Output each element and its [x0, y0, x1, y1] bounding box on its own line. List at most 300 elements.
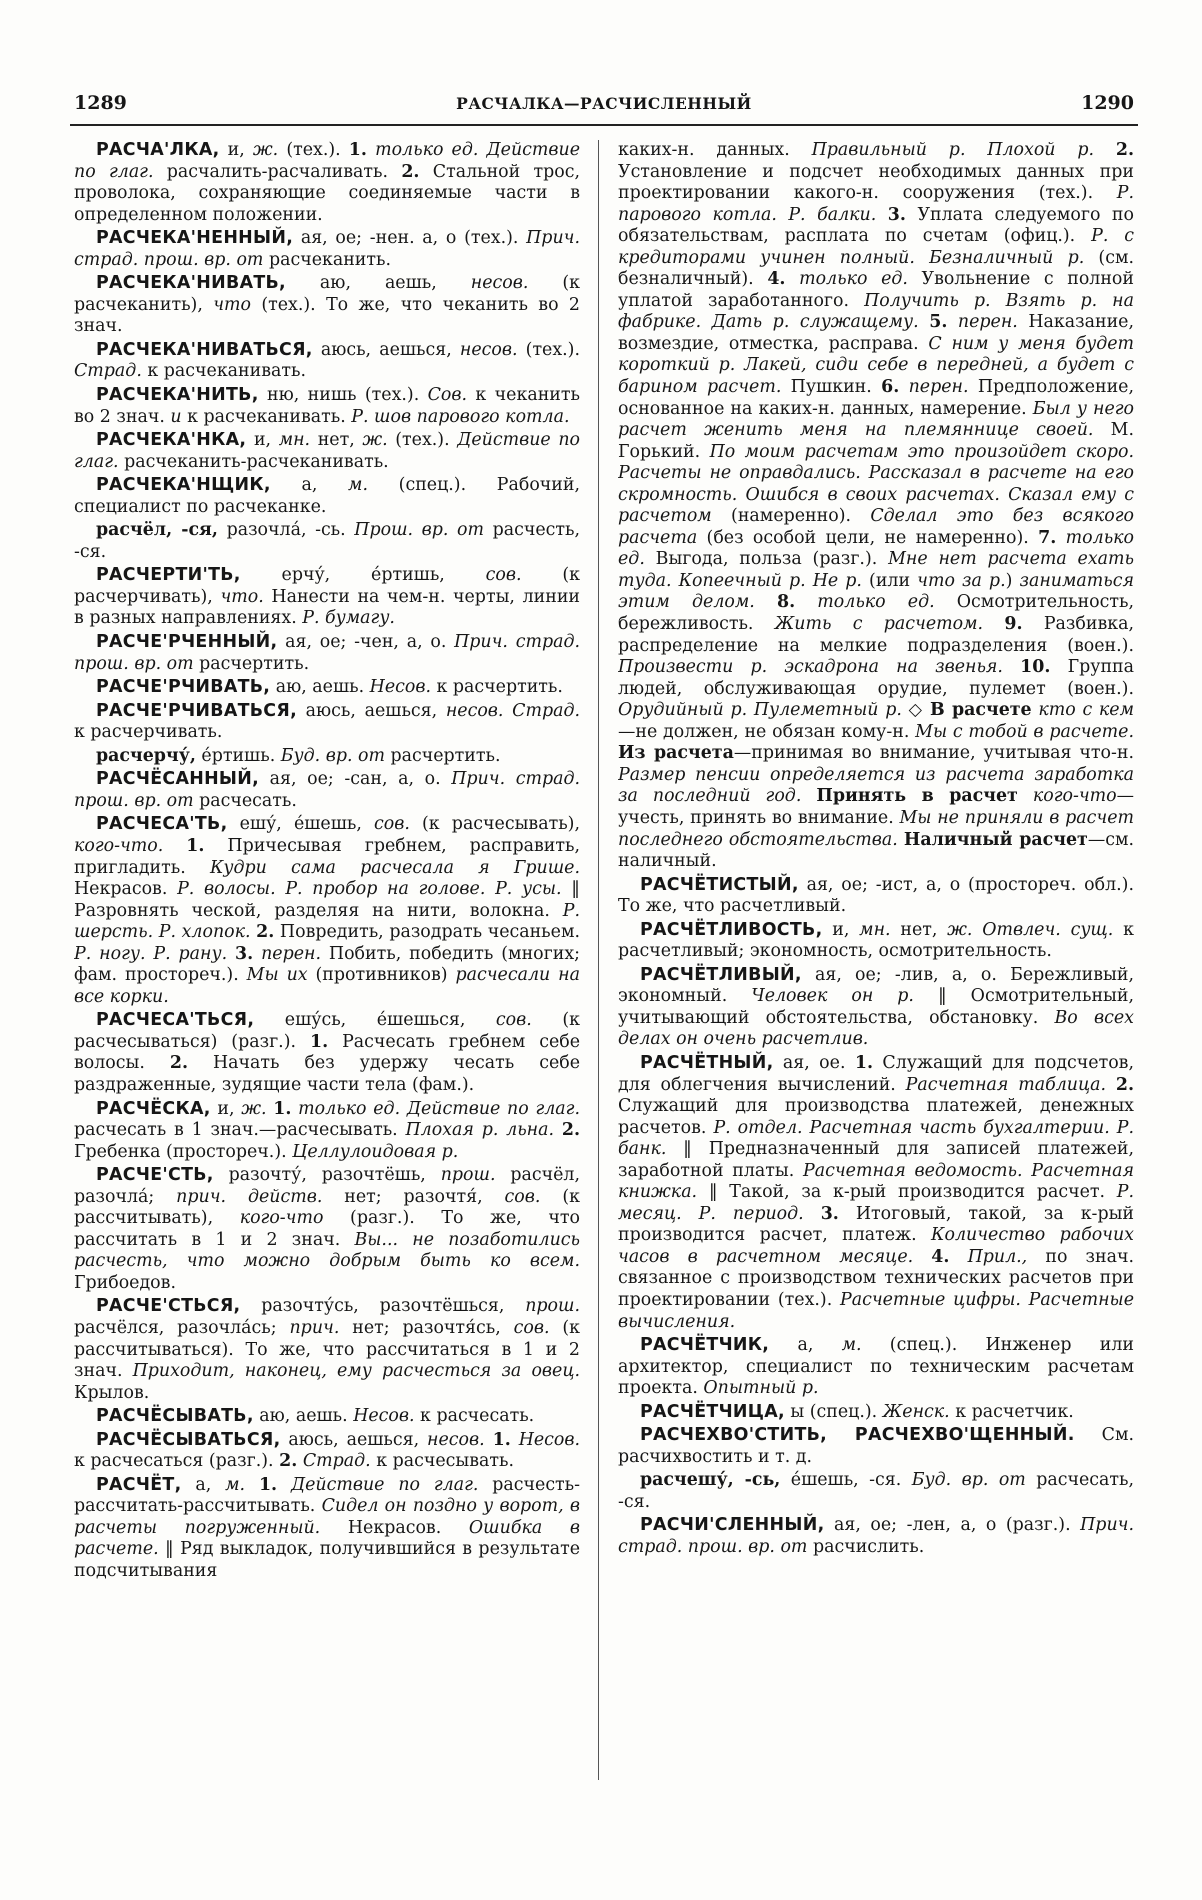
entry-text: (к рассчитываться). То же, что рассчитаться в 1 и 2 знач.: [74, 1317, 580, 1382]
bold-text: 1.: [309, 1031, 329, 1052]
italic-text: м.: [225, 1474, 246, 1495]
entry-text: ‖ Такой, за к-рый производится расчет.: [697, 1182, 1117, 1203]
bold-text: 1.: [492, 1429, 511, 1450]
entry-text: [804, 1204, 821, 1224]
italic-text: Произвести р. эскадрона на звенья.: [618, 657, 1003, 678]
italic-text: мн.: [278, 430, 311, 451]
entry-text: и,: [219, 140, 253, 160]
entry-text: ◇: [901, 700, 930, 721]
entry-text: расчесть-рассчитать-рассчитывать.: [74, 1474, 580, 1517]
dictionary-entry: [74, 1099, 580, 1164]
entry-text: Увольнение с полной уплатой заработанного.: [618, 269, 1134, 311]
italic-text: и: [170, 406, 182, 427]
italic-text: Р. бумагу.: [302, 608, 395, 629]
bold-text: 1.: [186, 835, 205, 856]
dictionary-entry: [74, 430, 580, 473]
bold-text: 1.: [258, 1474, 278, 1495]
entry-headword: РАСЧЁТ,: [96, 1474, 182, 1495]
entry-text: [1106, 1075, 1116, 1095]
page-header: [74, 92, 1134, 118]
italic-text: перен.: [957, 312, 1018, 333]
italic-text: Буд. вр. от: [911, 1470, 1026, 1491]
entry-text: —см. наличный.: [618, 829, 1134, 872]
dictionary-entry: [618, 1470, 1134, 1513]
italic-text: Р. шов парового котла.: [351, 406, 570, 427]
entry-text: (к расчеканить),: [74, 273, 580, 315]
italic-text: несов.: [470, 273, 529, 294]
italic-text: Р. месяц. Р. период.: [618, 1182, 1134, 1224]
entry-headword: РАСЧА'ЛКА,: [96, 140, 220, 160]
dictionary-entry: [618, 965, 1134, 1051]
entry-text: [801, 786, 816, 806]
entry-text: Повредить, разодрать чесаньем.: [274, 922, 580, 943]
dictionary-entry: [618, 1053, 1134, 1333]
entry-headword: РАСЧЁТИСТЫЙ,: [640, 874, 799, 895]
italic-text: Плохая р. льна.: [405, 1120, 555, 1141]
entry-text: к расчеканивать.: [181, 406, 352, 427]
dictionary-entry: [74, 632, 580, 675]
italic-text: кого-что: [239, 1208, 324, 1229]
italic-text: сов.: [485, 565, 522, 586]
entry-text: ая, ое; -лен, а, о (разг.).: [824, 1515, 1081, 1536]
entry-text: См. расчихвостить и т. д.: [618, 1425, 1134, 1467]
italic-text: Сделал это без всякого расчета: [618, 506, 1134, 548]
italic-text: только ед. Действие по глаг.: [298, 1098, 580, 1119]
dictionary-entry: [74, 814, 580, 1008]
entry-text: расчеканить-расчеканивать.: [118, 451, 389, 472]
entry-text: [755, 592, 777, 612]
italic-text: Был у него расчет женить меня на племяннице своей.: [618, 398, 1134, 441]
entry-text: нет; разочтя́,: [322, 1186, 505, 1207]
italic-text: кого-что: [1032, 786, 1117, 807]
entry-text: [245, 1475, 259, 1495]
entry-text: Выгода, польза (разг.).: [644, 549, 889, 570]
entry-text: (разг.). То же, что рассчитать в 1 и 2 знач.: [74, 1208, 580, 1250]
bold-text: 2.: [1115, 140, 1134, 160]
entry-text: —учесть, принять во внимание.: [618, 786, 1134, 828]
italic-text: Правильный р. Плохой р.: [811, 140, 1094, 160]
italic-text: расчесали на все корки.: [74, 965, 580, 1007]
entry-text: Осмотрительность, бережливость.: [618, 592, 1134, 635]
bold-text: 1.: [273, 1098, 292, 1119]
italic-text: перен.: [908, 377, 969, 398]
entry-text: расчесать.: [193, 790, 297, 811]
italic-text: заниматься этим делом.: [618, 570, 1134, 613]
italic-text: Расчетные цифры. Расчетные вычисления.: [618, 1289, 1134, 1332]
entry-text: [511, 1430, 519, 1450]
entry-text: нет,: [890, 919, 948, 940]
entry-text: а,: [181, 1474, 226, 1495]
entry-headword: РАСЧЕКА'НКА,: [96, 430, 247, 451]
entry-text: расчалить-расчаливать.: [153, 161, 402, 182]
entry-text: Нанести на чем-н. черты, линии в разных направлениях.: [74, 586, 580, 629]
entry-text: [554, 1120, 562, 1140]
page-number-right: 1290: [1081, 92, 1134, 114]
italic-text: только ед. Действие по глаг.: [74, 140, 580, 182]
entry-text: Стальной трос, проволока, сохраняющие соединяемые части в определенном положении.: [74, 161, 580, 225]
italic-text: только ед.: [817, 592, 935, 613]
italic-text: Прич. страд. прош. вр. от: [74, 228, 580, 270]
bold-text: 4.: [931, 1246, 950, 1267]
entry-headword: РАСЧЕ'РЧИВАТЬСЯ,: [96, 700, 297, 721]
entry-headword: РАСЧЕКА'НИТЬ,: [96, 385, 259, 406]
bold-text: 8.: [776, 592, 796, 613]
entry-text: [485, 1430, 493, 1450]
italic-text: Количество рабочих часов в расчетном месяце.: [618, 1225, 1134, 1267]
entry-text: к расчертить.: [431, 677, 563, 698]
bold-text: 2.: [279, 1451, 298, 1472]
italic-text: Р. шерсть. Р. хлопок.: [74, 900, 580, 943]
italic-text: Действие по глаг.: [290, 1474, 479, 1495]
entry-text: Итоговый, такой, за к-рый производится расчет, платеж.: [618, 1203, 1134, 1246]
dictionary-entry: [618, 1335, 1134, 1400]
entry-text: ерчу́, е́ртишь,: [240, 565, 486, 586]
entry-text: аю, аешь,: [285, 273, 471, 294]
italic-text: Р. ногу. Р. рану.: [74, 943, 228, 964]
entry-text: [947, 312, 958, 332]
entry-text: Разбивка, распределение на мелкие подразделения (воен.).: [618, 614, 1134, 656]
italic-text: Расчетная таблица.: [905, 1074, 1107, 1095]
entry-text: к расчетчик.: [949, 1401, 1074, 1422]
bold-text: 1.: [854, 1052, 874, 1073]
entry-headword: РАСЧЁСКА,: [96, 1098, 211, 1119]
italic-text: ж.: [252, 140, 279, 160]
entry-text: расчертить.: [193, 653, 310, 674]
bold-text: 2.: [1115, 1074, 1134, 1095]
entry-text: (к расчерчивать),: [74, 565, 580, 607]
entry-text: к расчетливый; экономность, осмотрительность.: [618, 919, 1134, 962]
dictionary-entry: [74, 1406, 580, 1428]
italic-text: Несов.: [518, 1429, 580, 1450]
entry-text: [1003, 657, 1020, 677]
entry-headword: РАСЧЁСАННЫЙ,: [96, 769, 260, 790]
italic-text: Р. с кредиторами учинен полный. Безналичный р.: [618, 226, 1134, 268]
italic-text: Сидел он поздно у ворот, в расчеты погруженный.: [74, 1496, 580, 1538]
entry-text: а,: [769, 1335, 842, 1356]
dictionary-entry: [618, 920, 1134, 963]
entry-text: ая, ое; -ист, а, о (простореч. обл.). То же, что расчетливый.: [618, 874, 1134, 917]
entry-text: к расчесаться (разг.).: [74, 1451, 280, 1472]
entry-text: —не должен, не обязан кому-н.: [618, 721, 916, 742]
dictionary-entry: [74, 1010, 580, 1096]
entry-headword: РАСЧЁСЫВАТЬСЯ,: [96, 1429, 281, 1450]
italic-text: Мы их: [246, 965, 308, 986]
italic-text: прош.: [440, 1165, 496, 1186]
entry-text: [949, 1247, 967, 1267]
entry-headword: РАСЧЁТЛИВЫЙ,: [640, 964, 802, 985]
dictionary-entry: [74, 140, 580, 226]
bold-text: 2.: [401, 161, 420, 182]
entry-text: по знач. связанное с производством технических расчетов при проектировании (тех.).: [618, 1246, 1134, 1310]
italic-text: несов.: [427, 1429, 485, 1450]
italic-text: что за р.: [917, 570, 1006, 591]
entry-headword: РАСЧЕСА'ТЬСЯ,: [96, 1010, 255, 1031]
bold-text: Наличный расчет: [903, 829, 1088, 850]
dictionary-entry: [74, 475, 580, 518]
entry-text: расчислить.: [807, 1537, 925, 1557]
entry-text: расчёл, разочла́;: [74, 1165, 580, 1207]
entry-text: [1018, 786, 1033, 806]
italic-text: прич. действ.: [176, 1186, 323, 1207]
bold-text: 2.: [256, 922, 275, 943]
dictionary-entry: [74, 1165, 580, 1294]
entry-text: расчертить.: [384, 745, 501, 766]
entry-text: аюсь, аешься,: [296, 700, 446, 721]
entry-text: расчесать в 1 знач.—расчесывать.: [74, 1120, 406, 1141]
dictionary-entry: [74, 1475, 580, 1583]
header-rule: [70, 124, 1138, 126]
italic-text: Орудийный р. Пулеметный р.: [618, 700, 902, 721]
entry-text: [899, 377, 908, 397]
italic-text: Сов.: [427, 385, 468, 406]
entry-headword: РАСЧЕХВО'СТИТЬ, РАСЧЕХВО'ЩЕННЫЙ.: [640, 1425, 1075, 1446]
italic-text: сов.: [504, 1186, 541, 1207]
entry-text: разочла́, -сь.: [217, 520, 355, 541]
entry-text: [367, 140, 375, 160]
page-number-left: 1289: [74, 92, 127, 114]
entry-text: расчеканить.: [263, 249, 392, 270]
entry-text: разочту́сь, разочтёшься,: [240, 1296, 526, 1317]
entry-text: к чеканить во 2 знач.: [74, 385, 580, 427]
italic-text: Прич. страд. прош. вр. от: [74, 632, 580, 674]
entry-text: [913, 1247, 931, 1267]
entry-headword: РАСЧЕКА'НЕННЫЙ,: [96, 228, 294, 249]
bold-text: расчерчу́,: [96, 745, 196, 766]
dictionary-entry: [618, 1515, 1134, 1558]
running-title: РАСЧАЛКА—РАСЧИСЛЕННЫЙ: [456, 94, 752, 113]
italic-text: Буд. вр. от: [280, 745, 385, 766]
entry-text: (тех.).: [387, 430, 458, 451]
italic-text: мн.: [859, 919, 891, 940]
entry-text: ешу́сь, е́шешься,: [254, 1010, 496, 1031]
italic-text: кого-что.: [74, 835, 164, 856]
entry-text: Расчесать гребнем себе волосы.: [74, 1031, 580, 1074]
entry-headword: РАСЧЕ'СТЬ,: [96, 1165, 214, 1186]
entry-text: [795, 592, 817, 612]
entry-text: Служащий для подсчетов, для облегчения вычислений.: [618, 1052, 1134, 1095]
entry-text: Некрасов.: [74, 879, 178, 900]
italic-text: Р. парового котла. Р. балки.: [618, 183, 1134, 225]
italic-text: Расчетная ведомость. Расчетная книжка.: [618, 1160, 1134, 1203]
entry-text: (тех.).: [278, 140, 349, 160]
entry-headword: РАСЧЕРТИ'ТЬ,: [96, 565, 241, 586]
entry-text: и,: [822, 919, 860, 940]
bold-text: 2.: [169, 1053, 189, 1074]
entry-text: е́ртишь.: [195, 745, 281, 766]
italic-text: Человек он р.: [751, 986, 914, 1007]
entry-text: Пушкин.: [781, 377, 882, 398]
entry-text: [785, 269, 799, 289]
entry-text: (без особой цели, не намеренно).: [697, 527, 1039, 548]
italic-text: По моим расчетам это произойдет скоро. Расчеты не оправдались. Рассказал в расчете на его скромность. Ошибся в своих расчетах. Сказал ему с расчетом: [618, 441, 1134, 527]
entry-headword: РАСЧЕ'СТЬСЯ,: [96, 1296, 241, 1317]
bold-text: 3.: [235, 943, 254, 964]
bold-text: 10.: [1020, 657, 1051, 678]
entry-text: к расчеканивать.: [141, 361, 307, 382]
italic-text: м.: [348, 475, 368, 496]
entry-text: Наказание, возмездие, отместка, расправа.: [618, 312, 1134, 354]
italic-text: Мы с тобой в расчете.: [915, 721, 1134, 742]
entry-headword: РАСЧЕСА'ТЬ,: [96, 814, 228, 835]
entry-text: аю, аешь.: [270, 677, 370, 698]
entry-text: (к расчесывать),: [409, 814, 580, 835]
italic-text: Вы... не позаботились расчесть, что можно добрым быть ко всем.: [74, 1229, 580, 1272]
entry-text: ‖ Предназначенный для записей платежей, заработной платы.: [618, 1139, 1134, 1181]
entry-text: [227, 944, 235, 964]
entry-text: ы (спец.).: [784, 1401, 883, 1422]
bold-text: 4.: [767, 269, 786, 290]
dictionary-entry: [618, 1402, 1134, 1424]
entry-text: ая, ое; -сан, а, о.: [259, 769, 452, 790]
dictionary-entry: [74, 677, 580, 699]
entry-text: ешу́, е́шешь,: [227, 814, 375, 835]
entry-text: (спец.). Инженер или архитектор, специалист по техническим расчетам проекта.: [618, 1335, 1134, 1399]
dictionary-entry: [74, 273, 580, 338]
entry-text: ): [1005, 570, 1020, 591]
entry-text: [1056, 528, 1065, 548]
entry-headword: РАСЧЁТНЫЙ,: [640, 1052, 774, 1073]
italic-text: Несов.: [353, 1406, 415, 1427]
italic-text: Размер пенсии определяется из расчета заработка за последний год.: [618, 764, 1134, 807]
entry-text: Грибоедов.: [74, 1272, 176, 1293]
entry-text: Группа людей, обслуживающая орудие, пулемет (воен.).: [618, 657, 1134, 699]
entry-text: каких-н. данных.: [618, 140, 812, 160]
entry-text: и,: [210, 1098, 242, 1119]
dictionary-entry: [618, 1425, 1134, 1468]
entry-headword: РАСЧЁТЧИК,: [640, 1335, 770, 1356]
italic-text: Целлулоидовая р.: [292, 1141, 459, 1162]
entry-text: расчёлся, разочла́сь;: [74, 1317, 290, 1338]
entry-text: (тех.). То же, что чеканить во 2 знач.: [74, 294, 580, 337]
entry-text: [983, 614, 1004, 634]
entry-headword: РАСЧЕ'РЧИВАТЬ,: [96, 677, 271, 698]
entry-text: [163, 836, 186, 856]
column-divider: [598, 140, 599, 1780]
entry-headword: РАСЧИ'СЛЕННЫЙ,: [640, 1515, 825, 1536]
entry-text: аю, аешь.: [253, 1406, 354, 1427]
italic-text: сов.: [495, 1010, 532, 1031]
bold-text: 1.: [348, 140, 367, 160]
entry-headword: РАСЧЕКА'НИВАТЬ,: [96, 273, 286, 294]
entry-text: е́шешь, -ся.: [780, 1470, 912, 1491]
dictionary-entry: [74, 520, 580, 563]
dictionary-entry: [618, 875, 1134, 918]
italic-text: Жить с расчетом.: [774, 614, 984, 635]
entry-text: ‖ Ряд выкладок, получившийся в результате подсчитывания: [74, 1539, 580, 1581]
entry-text: разочту́, разочтёшь,: [213, 1165, 441, 1186]
entry-text: ая, ое; -лив, а, о. Бережливый, экономный.: [618, 964, 1134, 1007]
entry-text: (тех.).: [517, 339, 580, 360]
bold-text: Из расчета: [618, 743, 734, 764]
entry-text: [253, 944, 261, 964]
entry-text: нет; разочтя́сь,: [339, 1317, 514, 1338]
entry-text: Гребенка (простореч.).: [74, 1141, 293, 1162]
italic-text: прош.: [525, 1296, 580, 1317]
italic-text: Прич. страд. прош. вр. от: [74, 769, 580, 811]
dictionary-entry: [74, 701, 580, 744]
entry-text: Начать без удержу чесать себе раздраженные, зудящие части тела (фам.).: [74, 1053, 580, 1095]
entry-text: Причесывая гребнем, расправить, пригладить.: [74, 835, 580, 878]
entry-text: (к расчесываться) (разг.).: [74, 1010, 580, 1052]
bold-text: 2.: [561, 1120, 580, 1141]
entry-headword: РАСЧЕКА'НЩИК,: [96, 475, 271, 496]
italic-text: ж.: [362, 430, 388, 451]
italic-text: Получить р. Взять р. на фабрике. Дать р. служащему.: [618, 290, 1134, 333]
dictionary-entry: [74, 340, 580, 383]
italic-text: Страд.: [74, 361, 142, 382]
dictionary-entry: [74, 228, 580, 271]
entry-text: расчесть, -ся.: [74, 520, 580, 562]
dictionary-entry: [74, 565, 580, 630]
entry-text: ая, ое; -чен, а, о.: [277, 632, 455, 653]
bold-text: 3.: [887, 204, 906, 225]
italic-text: Р. отдел. Расчетная часть бухгалтерии. Р. банк.: [618, 1117, 1134, 1160]
entry-text: Побить, победить (многих; фам. простореч.).: [74, 943, 580, 986]
entry-text: Уплата следуемого по обязательствам, расплата по счетам (офиц.).: [618, 204, 1134, 247]
bold-text: расчёл, -ся,: [96, 520, 218, 541]
entry-text: —принимая во внимание, учитывая что-н.: [733, 743, 1134, 764]
italic-text: Страд.: [302, 1451, 371, 1472]
entry-text: Некрасов.: [320, 1517, 469, 1538]
italic-text: С ним у меня будет короткий р. Лакей, сиди себе в передней, а будет с барином расчет.: [618, 333, 1134, 398]
italic-text: сов.: [513, 1317, 550, 1338]
italic-text: Приходит, наконец, ему расчесться за овец.: [132, 1361, 580, 1382]
entry-text: ‖ Разровнять ческой, разделяя на нити, волокна.: [74, 879, 580, 921]
entry-text: (см. безналичный).: [618, 247, 1134, 290]
italic-text: сов.: [374, 814, 410, 835]
entry-text: ‖ Осмотрительный, учитывающий обстоятельства, обстановку.: [618, 986, 1134, 1028]
entry-text: аюсь, аешься,: [280, 1429, 428, 1450]
entry-text: М. Горький.: [618, 420, 1134, 462]
entry-text: Установление и подсчет необходимых данных при проектировании какого-н. сооружения (тех.).: [618, 161, 1134, 204]
entry-text: к расчесывать.: [370, 1451, 514, 1472]
dictionary-entry: [74, 769, 580, 812]
italic-text: только ед.: [618, 527, 1134, 570]
right-column: [618, 140, 1134, 1780]
left-column: [74, 140, 580, 1780]
italic-text: Прош. вр. от: [354, 520, 485, 541]
entry-text: ая, ое; -нен. а, о (тех.).: [293, 228, 527, 249]
entry-text: нет,: [310, 430, 363, 451]
entry-headword: РАСЧЁТЛИВОСТЬ,: [640, 919, 823, 940]
entry-text: Служащий для производства платежей, денежных расчетов.: [618, 1096, 1134, 1138]
entry-text: к расчерчивать.: [74, 722, 223, 743]
entry-text: (противников): [307, 965, 456, 986]
italic-text: Кудри сама расчесала я Грише.: [209, 857, 580, 878]
entry-text: и,: [246, 430, 279, 451]
entry-headword: РАСЧЕ'РЧЕННЫЙ,: [96, 632, 278, 653]
italic-text: несов.: [459, 339, 518, 360]
entry-text: [919, 312, 930, 332]
italic-text: ж. Отвлеч. сущ.: [947, 919, 1114, 940]
italic-text: Р. волосы. Р. пробор на голове. Р. усы.: [177, 879, 562, 900]
bold-text: В расчете: [929, 700, 1032, 721]
dictionary-entry: [618, 140, 1134, 873]
italic-text: только ед.: [799, 269, 908, 290]
entry-headword: РАСЧЁСЫВАТЬ,: [96, 1406, 254, 1427]
italic-text: ж.: [241, 1098, 267, 1119]
italic-text: перен.: [261, 943, 321, 964]
entry-text: а,: [270, 475, 349, 496]
italic-text: что.: [220, 586, 264, 607]
italic-text: Опытный р.: [703, 1378, 819, 1399]
italic-text: Действие по глаг.: [74, 430, 580, 472]
italic-text: прич.: [289, 1317, 340, 1338]
bold-text: Принять в расчет: [816, 786, 1018, 807]
italic-text: м.: [841, 1335, 862, 1356]
italic-text: Прич. страд. прош. вр. от: [618, 1515, 1134, 1557]
bold-text: расчешу́, -сь,: [640, 1470, 781, 1491]
